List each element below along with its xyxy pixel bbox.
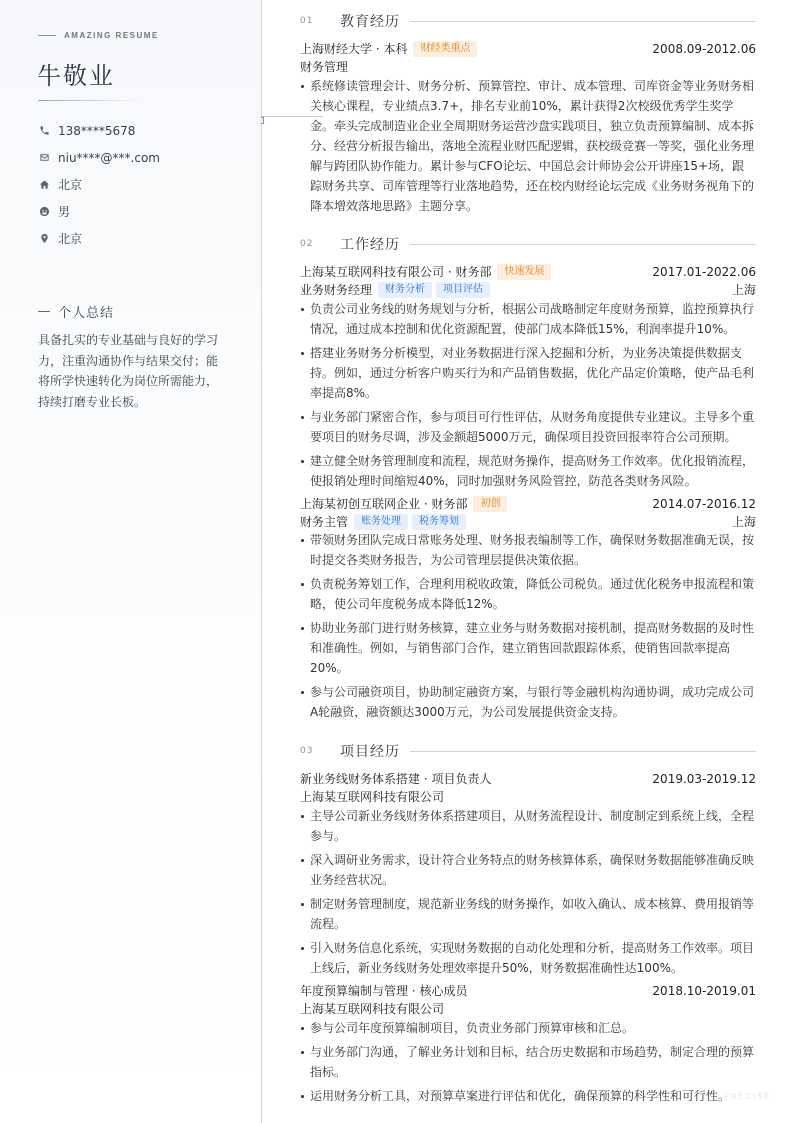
contact-location (38, 225, 160, 252)
project-date: 2018.10-2019.01 (652, 983, 756, 998)
summary-title: 个人总结 (58, 306, 115, 321)
location-pin-icon (38, 233, 50, 245)
section-number: 01 (300, 16, 314, 26)
email-value: niu****@***.com (58, 150, 160, 165)
summary-text: 具备扎实的专业基础与良好的学习力，注重沟通协作与结果交付；能将所学快速转化为岗位所需能力，持续打磨专业长板。 (38, 333, 219, 409)
brand-rule (38, 35, 56, 36)
contact-email (38, 144, 160, 171)
list-item: 参与公司年度预算编制项目，负责业务部门预算审核和汇总。 (300, 1018, 756, 1038)
job-company: 上海某初创互联网企业 · 财务部 (300, 497, 468, 511)
project-date: 2019.03-2019.12 (652, 771, 756, 786)
summary-heading (38, 302, 114, 321)
job-date: 2017.01-2022.06 (652, 264, 756, 279)
list-item: 引入财务信息化系统，实现财务数据的自动化处理和分析，提高财务工作效率。项目上线后，新业务线财务处理效率提升50%，财务数据准确性达100%。 (300, 938, 756, 978)
list-item: 与业务部门沟通，了解业务计划和目标，结合历史数据和市场趋势，制定合理的预算指标。 (300, 1042, 756, 1082)
section-title: 教育经历 (340, 14, 400, 30)
section-title: 项目经历 (340, 744, 400, 760)
phone-value: 138****5678 (58, 123, 136, 138)
summary-dash (38, 311, 50, 312)
list-item: 参与公司融资项目，协助制定融资方案，与银行等金融机构沟通协调，成功完成公司A轮融资，融资额达3000万元，为公司发展提供资金支持。 (300, 682, 756, 722)
job-company: 上海某互联网科技有限公司 · 财务部 (300, 265, 492, 279)
watermark: PRECISE (724, 1092, 772, 1101)
job-2-header (300, 494, 756, 513)
job-2-role-line (300, 512, 756, 531)
education-date: 2008.09-2012.06 (652, 41, 756, 56)
section-projects-header (300, 741, 756, 761)
list-item: 搭建业务财务分析模型，对业务数据进行深入挖掘和分析，为业务决策提供数据支持。例如，通过分析客户购买行为和产品销售数据，优化产品定价策略，使产品毛利率提高8%。 (300, 343, 756, 403)
job-1-role-line (300, 280, 756, 299)
section-title: 工作经历 (340, 237, 400, 253)
brand-label (38, 31, 159, 40)
education-major: 财务管理 (300, 60, 349, 74)
sidebar-connector-notch (261, 117, 264, 124)
skill-tag: 账务处理 (354, 514, 408, 530)
section-rule (410, 21, 756, 22)
section-number: 02 (300, 239, 314, 249)
gender-icon (38, 206, 50, 218)
gender-value: 男 (58, 205, 71, 219)
school-tag: 财经类重点 (413, 41, 477, 57)
job-1-header (300, 262, 756, 281)
project-1-org-line (300, 787, 756, 806)
candidate-name: 牛敬业 (37, 62, 115, 90)
skill-tag: 财务分析 (378, 282, 432, 298)
contact-list (38, 117, 160, 252)
list-item: 主导公司新业务线财务体系搭建项目，从财务流程设计、制度制定到系统上线，全程参与。 (300, 806, 756, 846)
location-value: 北京 (58, 232, 83, 246)
section-number: 03 (300, 746, 314, 756)
section-rule (410, 751, 756, 752)
section-rule (410, 244, 756, 245)
sidebar (0, 0, 262, 1123)
home-icon (38, 179, 50, 191)
job-date: 2014.07-2016.12 (652, 496, 756, 511)
phone-icon (38, 125, 50, 137)
education-entry-header (300, 39, 756, 58)
project-org: 上海某互联网科技有限公司 (300, 790, 445, 804)
list-item: 建立健全财务管理制度和流程，规范财务操作，提高财务工作效率。优化报销流程，使报销处理时间缩短40%，同时加强财务风险管控，防范各类财务风险。 (300, 451, 756, 491)
job-city: 上海 (731, 515, 756, 529)
list-item: 深入调研业务需求，设计符合业务特点的财务核算体系，确保财务数据能够准确反映业务经营状况。 (300, 850, 756, 890)
contact-phone (38, 117, 160, 144)
project-2-bullets (300, 1018, 756, 1110)
project-2-header (300, 981, 756, 1000)
list-item: 协助业务部门进行财务核算，建立业务与财务数据对接机制，提高财务数据的及时性和准确性。例如，与销售部门合作，建立销售回款跟踪体系，使销售回款率提高20%。 (300, 618, 756, 678)
mail-icon (38, 152, 50, 164)
project-1-header (300, 769, 756, 788)
list-item: 负责税务筹划工作，合理利用税收政策，降低公司税负。通过优化税务申报流程和策略，使公司年度税务成本降低12%。 (300, 574, 756, 614)
project-name: 年度预算编制与管理 · 核心成员 (300, 984, 468, 998)
education-major-line (300, 57, 756, 76)
job-2-bullets (300, 530, 756, 726)
list-item: 带领财务团队完成日常账务处理、财务报表编制等工作，确保财务数据准确无误，按时提交各类财务报告，为公司管理层提供决策依据。 (300, 530, 756, 570)
list-item: 系统修读管理会计、财务分析、预算管控、审计、成本管理、司库资金等业务财务相关核心课程，专业绩点3.7+，排名专业前10%，累计获得2次校级优秀学生奖学金。牵头完成制造业企业全周期财务运营沙盘实践项目，独立负责预算编制、成本拆分、经营分析报告输出，落地全流程业财匹配逻辑，获校级竞赛一等奖，强化业务理解与跨团队协作能力。累计参与CFO论坛、中国总会计师协会公开讲座15+场，跟踪财务共享、司库管理等行业落地趋势，还在校内财经论坛完成《业务财务视角下的降本增效落地思路》主题分享。 (300, 76, 756, 216)
list-item: 运用财务分析工具，对预算草案进行评估和优化，确保预算的科学性和可行性。 (300, 1086, 756, 1106)
project-2-org-line (300, 999, 756, 1018)
list-item: 负责公司业务线的财务规划与分析，根据公司战略制定年度财务预算，监控预算执行情况，通过成本控制和优化资源配置，使部门成本降低15%，利润率提升10%。 (300, 299, 756, 339)
name-divider (38, 100, 138, 101)
home-value: 北京 (58, 178, 83, 192)
job-role: 业务财务经理 (300, 283, 373, 297)
project-1-bullets (300, 806, 756, 982)
project-name: 新业务线财务体系搭建 · 项目负责人 (300, 772, 492, 786)
school-name: 上海财经大学 · 本科 (300, 42, 408, 56)
job-tag: 初创 (473, 496, 507, 512)
list-item: 制定财务管理制度，规范新业务线的财务操作，如收入确认、成本核算、费用报销等流程。 (300, 894, 756, 934)
brand-text: AMAZING RESUME (64, 31, 159, 40)
section-education-header (300, 11, 756, 31)
contact-gender (38, 198, 160, 225)
list-item: 与业务部门紧密合作，参与项目可行性评估，从财务角度提供专业建议。主导多个重要项目的财务尽调，涉及金额超5000万元，确保项目投资回报率符合公司预期。 (300, 407, 756, 447)
job-1-bullets (300, 299, 756, 495)
section-work-header (300, 234, 756, 254)
job-city: 上海 (731, 283, 756, 297)
job-role: 财务主管 (300, 515, 349, 529)
education-bullets (300, 76, 756, 220)
skill-tag: 税务筹划 (412, 514, 466, 530)
skill-tag: 项目评估 (436, 282, 490, 298)
project-org: 上海某互联网科技有限公司 (300, 1002, 445, 1016)
contact-home (38, 171, 160, 198)
job-tag: 快速发展 (497, 264, 551, 280)
